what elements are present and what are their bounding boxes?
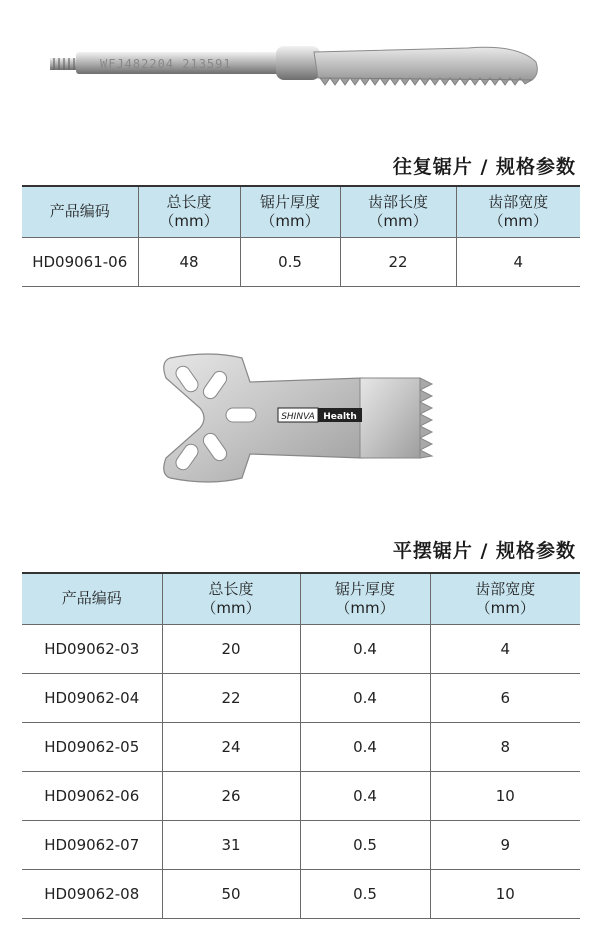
cell-total-length: 20 xyxy=(162,624,300,673)
shaft-engraving: WFJ482204 213591 xyxy=(100,57,232,71)
cell-thickness: 0.4 xyxy=(300,624,430,673)
section-title-oscillating: 平摆锯片 / 规格参数 xyxy=(392,540,576,562)
table-row xyxy=(22,722,580,771)
table-header-row xyxy=(22,186,580,237)
cell-code: HD09062-06 xyxy=(22,771,162,820)
header-product-code: 产品编码 xyxy=(22,186,138,237)
table-row xyxy=(22,771,580,820)
cell-thickness: 0.4 xyxy=(300,771,430,820)
cell-code: HD09062-04 xyxy=(22,673,162,722)
table-row xyxy=(22,624,580,673)
header-blade-thickness: 锯片厚度 （mm） xyxy=(240,186,340,237)
cell-tooth-width: 4 xyxy=(430,624,580,673)
oscillating-blade xyxy=(360,378,420,458)
table-row xyxy=(22,820,580,869)
svg-text:Health: Health xyxy=(323,412,357,422)
cell-code: HD09062-05 xyxy=(22,722,162,771)
cell-total-length: 31 xyxy=(162,820,300,869)
section-title-reciprocating: 往复锯片 / 规格参数 xyxy=(392,156,576,178)
header-tooth-width: 齿部宽度 （mm） xyxy=(456,186,580,237)
table-row xyxy=(22,869,580,918)
header-total-length: 总长度 （mm） xyxy=(138,186,240,237)
cell-total-length: 22 xyxy=(162,673,300,722)
cell-code: HD09062-03 xyxy=(22,624,162,673)
cell-thickness: 0.4 xyxy=(300,673,430,722)
blade-collar xyxy=(276,46,320,80)
saw-teeth xyxy=(320,78,532,85)
cell-thickness: 0.5 xyxy=(240,237,340,286)
header-product-code: 产品编码 xyxy=(22,573,162,624)
header-blade-thickness: 锯片厚度 （mm） xyxy=(300,573,430,624)
cell-code: HD09062-07 xyxy=(22,820,162,869)
cell-tooth-width: 8 xyxy=(430,722,580,771)
cell-total-length: 26 xyxy=(162,771,300,820)
cell-thickness: 0.5 xyxy=(300,869,430,918)
oscillating-saw-blade-image xyxy=(150,348,455,493)
table-row xyxy=(22,237,580,286)
svg-text:SHINVA: SHINVA xyxy=(281,412,315,422)
oscillating-teeth xyxy=(420,378,432,458)
cell-tooth-width: 10 xyxy=(430,869,580,918)
cell-total-length: 24 xyxy=(162,722,300,771)
cell-total-length: 50 xyxy=(162,869,300,918)
header-tooth-width: 齿部宽度 （mm） xyxy=(430,573,580,624)
table-header-row xyxy=(22,573,580,624)
table-row xyxy=(22,673,580,722)
spec-table-oscillating xyxy=(22,572,580,919)
cell-tooth-width: 10 xyxy=(430,771,580,820)
cell-tooth-width: 4 xyxy=(456,237,580,286)
saw-blade xyxy=(314,47,537,80)
cell-total-length: 48 xyxy=(138,237,240,286)
reciprocating-saw-blade-image xyxy=(48,32,548,102)
cell-thickness: 0.5 xyxy=(300,820,430,869)
cell-thickness: 0.4 xyxy=(300,722,430,771)
thread-tip xyxy=(50,58,78,70)
cell-tooth-length: 22 xyxy=(340,237,456,286)
cell-tooth-width: 9 xyxy=(430,820,580,869)
cell-code: HD09062-08 xyxy=(22,869,162,918)
header-total-length: 总长度 （mm） xyxy=(162,573,300,624)
header-tooth-length: 齿部长度 （mm） xyxy=(340,186,456,237)
cell-tooth-width: 6 xyxy=(430,673,580,722)
shinva-logo xyxy=(278,408,362,422)
spec-table-reciprocating xyxy=(22,185,580,287)
cell-code: HD09061-06 xyxy=(22,237,138,286)
